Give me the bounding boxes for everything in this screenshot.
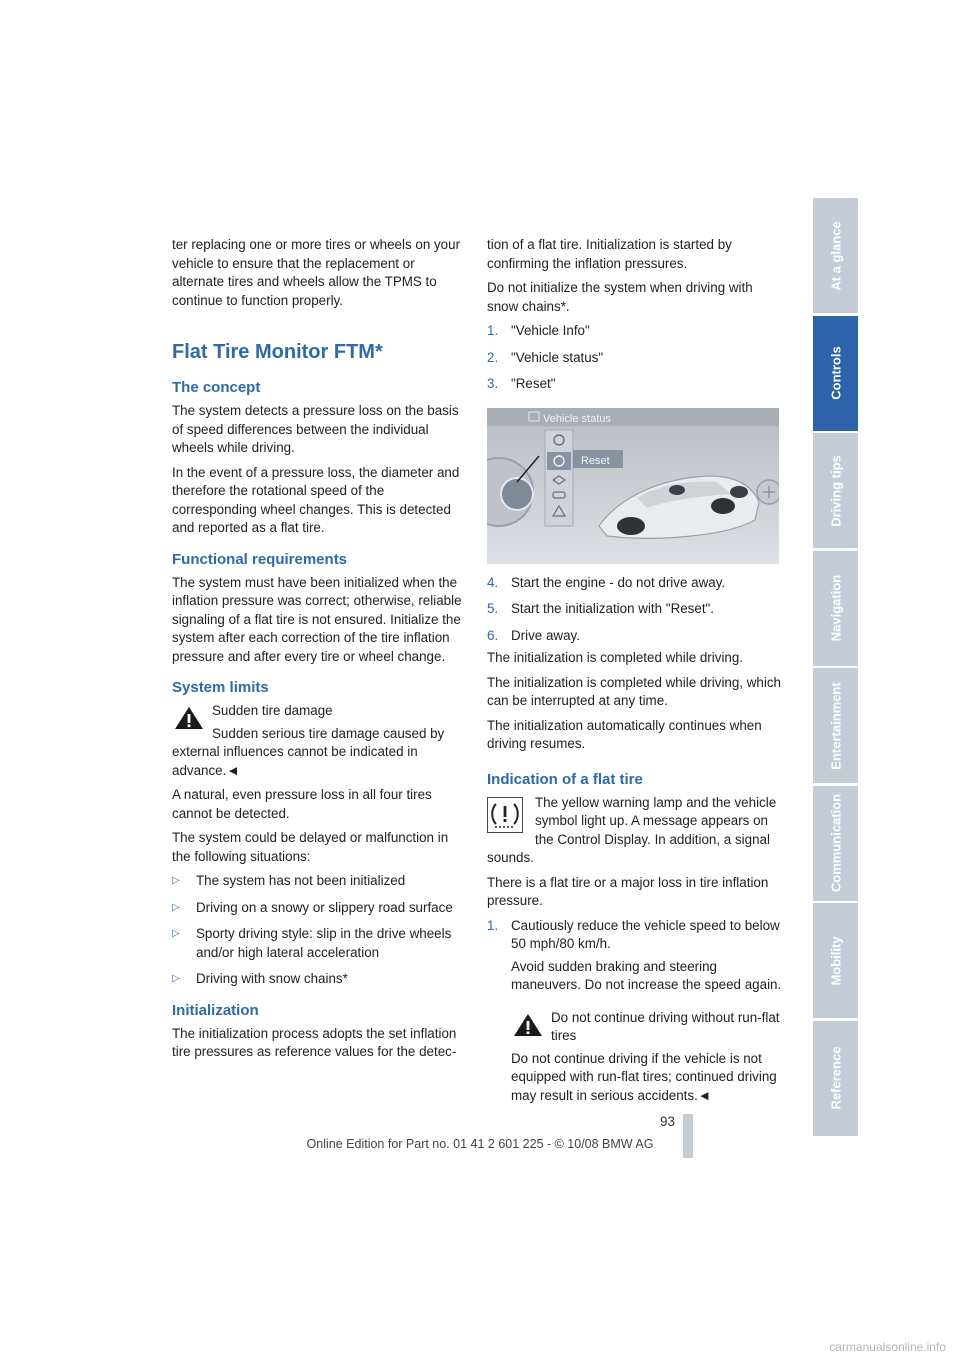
step-item: 5. Start the initialization with "Reset". (487, 601, 715, 616)
init-continues-paragraph: The initialization automatically continues when driving resumes. (487, 717, 762, 751)
footer-edition: Online Edition for Part no. 01 41 2 601 225 - © 10/08 BMW AG (306, 1137, 654, 1151)
flat-tire-warning-icon (487, 797, 523, 833)
limits-paragraph-1: A natural, even pressure loss in all four tires cannot be detected. (172, 787, 432, 821)
concept-paragraph-2: In the event of a pressure loss, the diameter and therefore the rotational speed of the corresponding wheel changes. This is detected and reported as a flat tire. (172, 464, 460, 535)
init-completed-paragraph: The initialization is completed while driving. (487, 650, 744, 665)
initialization-heading: Initialization (172, 1001, 259, 1019)
list-item: ▷ Sporty driving style: slip in the drive wheels and/or high lateral acceleration (172, 925, 468, 962)
step-1-subtext: Avoid sudden braking and steering maneuvers. Do not increase the speed again. (511, 958, 782, 992)
flat-tire-indication (487, 794, 783, 874)
bullet-arrow-icon: ▷ (172, 973, 180, 984)
list-item: ▷ Driving on a snowy or slippery road surface (172, 899, 468, 918)
warning-heading: Sudden tire damage (212, 703, 333, 718)
tab-mobility[interactable]: Mobility (813, 903, 858, 1018)
watermark: carmanualsonline.info (829, 1340, 946, 1354)
limits-paragraph-2: The system could be delayed or malfunction in the following situations: (172, 830, 449, 864)
step-item: 3. "Reset" (487, 376, 556, 391)
initialization-paragraph: The initialization process adopts the set inflation tire pressures as reference values for the detec- (172, 1025, 457, 1059)
page-marker-bar (683, 1114, 693, 1158)
ftm-heading: Flat Tire Monitor FTM* (172, 341, 383, 363)
concept-heading: The concept (172, 379, 261, 396)
bullet-arrow-icon: ▷ (172, 875, 180, 886)
run-flat-warning (511, 1009, 783, 1106)
tab-communication[interactable]: Communication (813, 786, 858, 901)
vehicle-status-screen (487, 408, 779, 564)
list-item: ▷ The system has not been initialized (172, 872, 468, 891)
step-item: 2. "Vehicle status" (487, 349, 604, 365)
page-number: 93 (660, 1114, 676, 1129)
tab-at-a-glance[interactable]: At a glance (813, 198, 858, 313)
warning-body: Sudden serious tire damage caused by external influences cannot be indicated in advance.◄ (172, 725, 445, 778)
concept-paragraph-1: The system detects a pressure loss on the basis of speed differences between the individual wheels while driving. (172, 403, 459, 455)
tab-entertainment[interactable]: Entertainment (813, 668, 858, 783)
step-item: 1. Cautiously reduce the vehicle speed to below 50 mph/80 km/h. (487, 917, 780, 951)
list-item: ▷ Driving with snow chains* (172, 970, 468, 989)
warning-body: Do not continue driving if the vehicle is not equipped with run-flat tires; continued driving may result in serious accidents.◄ (511, 1050, 777, 1103)
functional-requirements-heading: Functional requirements (172, 550, 348, 568)
chapter-tabs (813, 198, 858, 1138)
warning-heading: Do not continue driving without run-flat tires (551, 1009, 780, 1043)
flat-tire-heading: Indication of a flat tire (487, 770, 643, 788)
flat-tire-paragraph-1: The yellow warning lamp and the vehicle symbol light up. A message appears on the Control Display. In addition, a signal sounds. (487, 794, 777, 865)
init-interrupt-paragraph: The initialization is completed while driving, which can be interrupted at any time. (487, 674, 781, 708)
step-item: 1. "Vehicle Info" (487, 323, 590, 338)
flat-tire-paragraph-2: There is a flat tire or a major loss in tire inflation pressure. (487, 874, 769, 908)
bullet-arrow-icon: ▷ (172, 901, 180, 913)
reset-menu-item: Reset (581, 454, 610, 467)
vehicle-status-screenshot (487, 408, 779, 564)
warning-triangle-icon (172, 704, 206, 732)
limits-list (172, 872, 468, 989)
sudden-damage-warning (172, 702, 468, 786)
bullet-arrow-icon: ▷ (172, 928, 180, 939)
tab-navigation[interactable]: Navigation (813, 551, 858, 666)
right-column (487, 236, 783, 1111)
intro-paragraph: ter replacing one or more tires or wheels on your vehicle to ensure that the replacement or alternate tires and wheels allow the TPMS to continue to function properly. (172, 237, 461, 308)
left-column (172, 236, 468, 1068)
tab-driving-tips[interactable]: Driving tips (813, 433, 858, 548)
functional-requirements-paragraph: The system must have been initialized when the inflation pressure was correct; otherwise, reliable signaling of a flat tire is not ensured. Initialize the system after each correction of the tire inflation pressure and after every tire or wheel change. (172, 574, 462, 664)
tab-controls[interactable]: Controls (813, 316, 858, 431)
screen-title: Vehicle status (543, 412, 611, 425)
warning-triangle-icon (511, 1011, 545, 1039)
tab-reference[interactable]: Reference (813, 1021, 858, 1136)
step-item: 4. Start the engine - do not drive away. (487, 574, 726, 590)
continuation-paragraph: tion of a flat tire. Initialization is started by confirming the inflation pressures. (487, 237, 732, 271)
snow-chains-paragraph: Do not initialize the system when driving with snow chains*. (487, 280, 753, 314)
system-limits-heading: System limits (172, 679, 269, 696)
step-item: 6. Drive away. (487, 627, 580, 643)
